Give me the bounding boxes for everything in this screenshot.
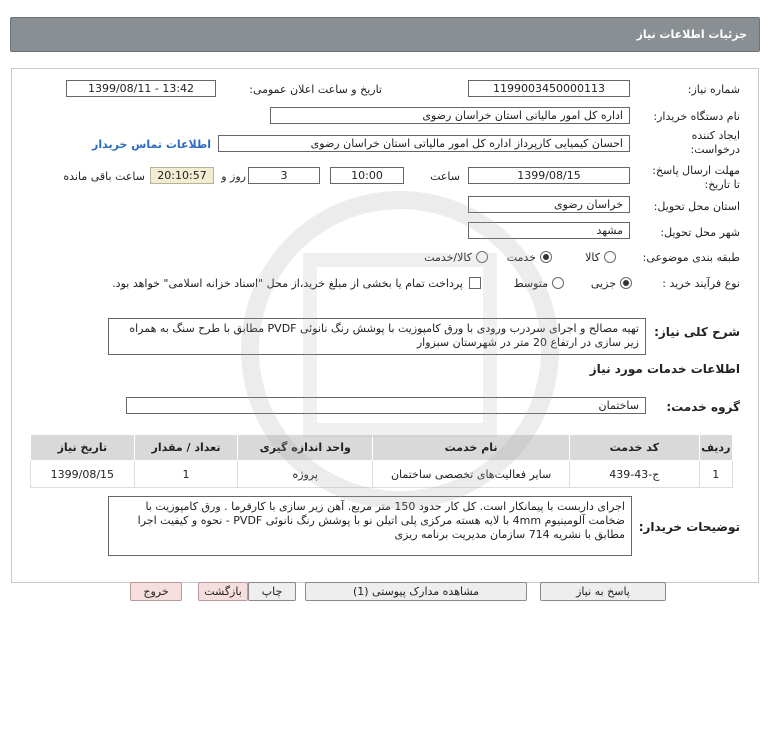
cell-service-code: ج-43-439	[570, 461, 700, 488]
buyer-notes-text: اجرای داربست با پیمانکار است. کل کار حدود 150 متر مربع. آهن زیر سازی با کارفرما . ورق کامپوزیت با ضخامت آلومینیوم 4mm با لایه هسته مرکزی پلی اتیلن نو با پوشش رنگ نانوئی PVDF - نحوه و کیفیت اجرا مطابق با نشریه 714 سازمان مدیریت برنامه ریزی	[108, 496, 632, 556]
service-group-field: ساختمان	[126, 397, 646, 414]
province-field: خراسان رضوی	[468, 196, 630, 213]
process-label: نوع فرآیند خرید :	[662, 277, 740, 290]
process-option-medium: متوسط	[513, 277, 548, 290]
city-field: مشهد	[468, 222, 630, 239]
col-need-date: تاریخ نیاز	[31, 435, 135, 461]
days-label: روز و	[221, 170, 246, 183]
category-radio-goods-service[interactable]	[476, 251, 488, 263]
process-radio-minor[interactable]	[620, 277, 632, 289]
deadline-time-field: 10:00	[330, 167, 404, 184]
category-radio-service[interactable]	[540, 251, 552, 263]
creator-label-line1: ایجاد کننده	[691, 129, 740, 142]
col-quantity: تعداد / مقدار	[134, 435, 238, 461]
cell-need-date: 1399/08/15	[31, 461, 135, 488]
remaining-time-label: ساعت باقی مانده	[63, 170, 145, 183]
days-field: 3	[248, 167, 320, 184]
col-unit: واحد اندازه گیری	[238, 435, 373, 461]
services-table-header	[31, 435, 733, 461]
buyer-org-label: نام دستگاه خریدار:	[653, 110, 740, 123]
remaining-time-field: 20:10:57	[150, 167, 214, 184]
category-option-service: خدمت	[506, 251, 536, 264]
page-header	[10, 17, 760, 52]
cell-quantity: 1	[134, 461, 238, 488]
services-table	[30, 434, 733, 488]
creator-field: احسان کیمیایی کارپرداز اداره کل امور مالیاتی استان خراسان رضوی	[218, 135, 630, 152]
table-row	[31, 461, 733, 488]
print-button[interactable]: چاپ	[248, 582, 296, 601]
reply-button[interactable]: پاسخ به نیاز	[540, 582, 666, 601]
need-number-field: 1199003450000113	[468, 80, 630, 97]
col-service-code: کد خدمت	[570, 435, 700, 461]
treasury-payment-note: پرداخت تمام یا بخشی از مبلغ خرید،از محل "اسناد خزانه اسلامی" خواهد بود.	[112, 277, 463, 290]
back-button[interactable]: بازگشت	[198, 582, 248, 601]
view-attachments-button[interactable]: مشاهده مدارک پیوستی (1)	[305, 582, 527, 601]
page-title: جزئیات اطلاعات نیاز	[636, 28, 747, 41]
exit-button[interactable]: خروج	[130, 582, 182, 601]
category-option-goods: کالا	[585, 251, 600, 264]
announce-date-field: 1399/08/11 - 13:42	[66, 80, 216, 97]
province-label: استان محل تحویل:	[653, 200, 740, 213]
deadline-label-line1: مهلت ارسال پاسخ:	[652, 164, 740, 177]
col-service-name: نام خدمت	[373, 435, 570, 461]
category-label: طبقه بندی موضوعی:	[642, 251, 740, 264]
announce-date-label: تاریخ و ساعت اعلان عمومی:	[249, 83, 382, 96]
summary-text: تهیه مصالح و اجرای سردرب ورودی با ورق کامپوزیت با پوشش رنگ نانوئی PVDF مطابق با طرح سنگ به همراه زیر سازی در ارتفاع 20 متر در شهرستان سبزوار	[108, 318, 646, 355]
city-label: شهر محل تحویل:	[660, 226, 740, 239]
category-option-goods-service: کالا/خدمت	[424, 251, 472, 264]
col-row-number: ردیف	[699, 435, 732, 461]
service-group-label: گروه خدمت:	[666, 400, 740, 414]
buyer-contact-link[interactable]: اطلاعات تماس خریدار	[91, 138, 211, 151]
cell-row-number: 1	[699, 461, 732, 488]
deadline-date-field: 1399/08/15	[468, 167, 630, 184]
process-radio-medium[interactable]	[552, 277, 564, 289]
creator-label-line2: درخواست:	[690, 143, 740, 156]
treasury-payment-checkbox[interactable]	[469, 277, 481, 289]
cell-unit: پروژه	[238, 461, 373, 488]
category-radio-goods[interactable]	[604, 251, 616, 263]
summary-label: شرح کلی نیاز:	[654, 325, 740, 339]
services-section-title: اطلاعات خدمات مورد نیاز	[589, 362, 740, 376]
cell-service-name: سایر فعالیت‌های تخصصی ساختمان	[373, 461, 570, 488]
deadline-time-label: ساعت	[430, 170, 460, 183]
need-number-label: شماره نیاز:	[687, 83, 740, 96]
buyer-notes-label: توضیحات خریدار:	[638, 520, 740, 534]
deadline-label-line2: تا تاریخ:	[704, 178, 740, 191]
buyer-org-field: اداره کل امور مالیاتی استان خراسان رضوی	[270, 107, 630, 124]
process-option-minor: جزیی	[590, 277, 616, 290]
